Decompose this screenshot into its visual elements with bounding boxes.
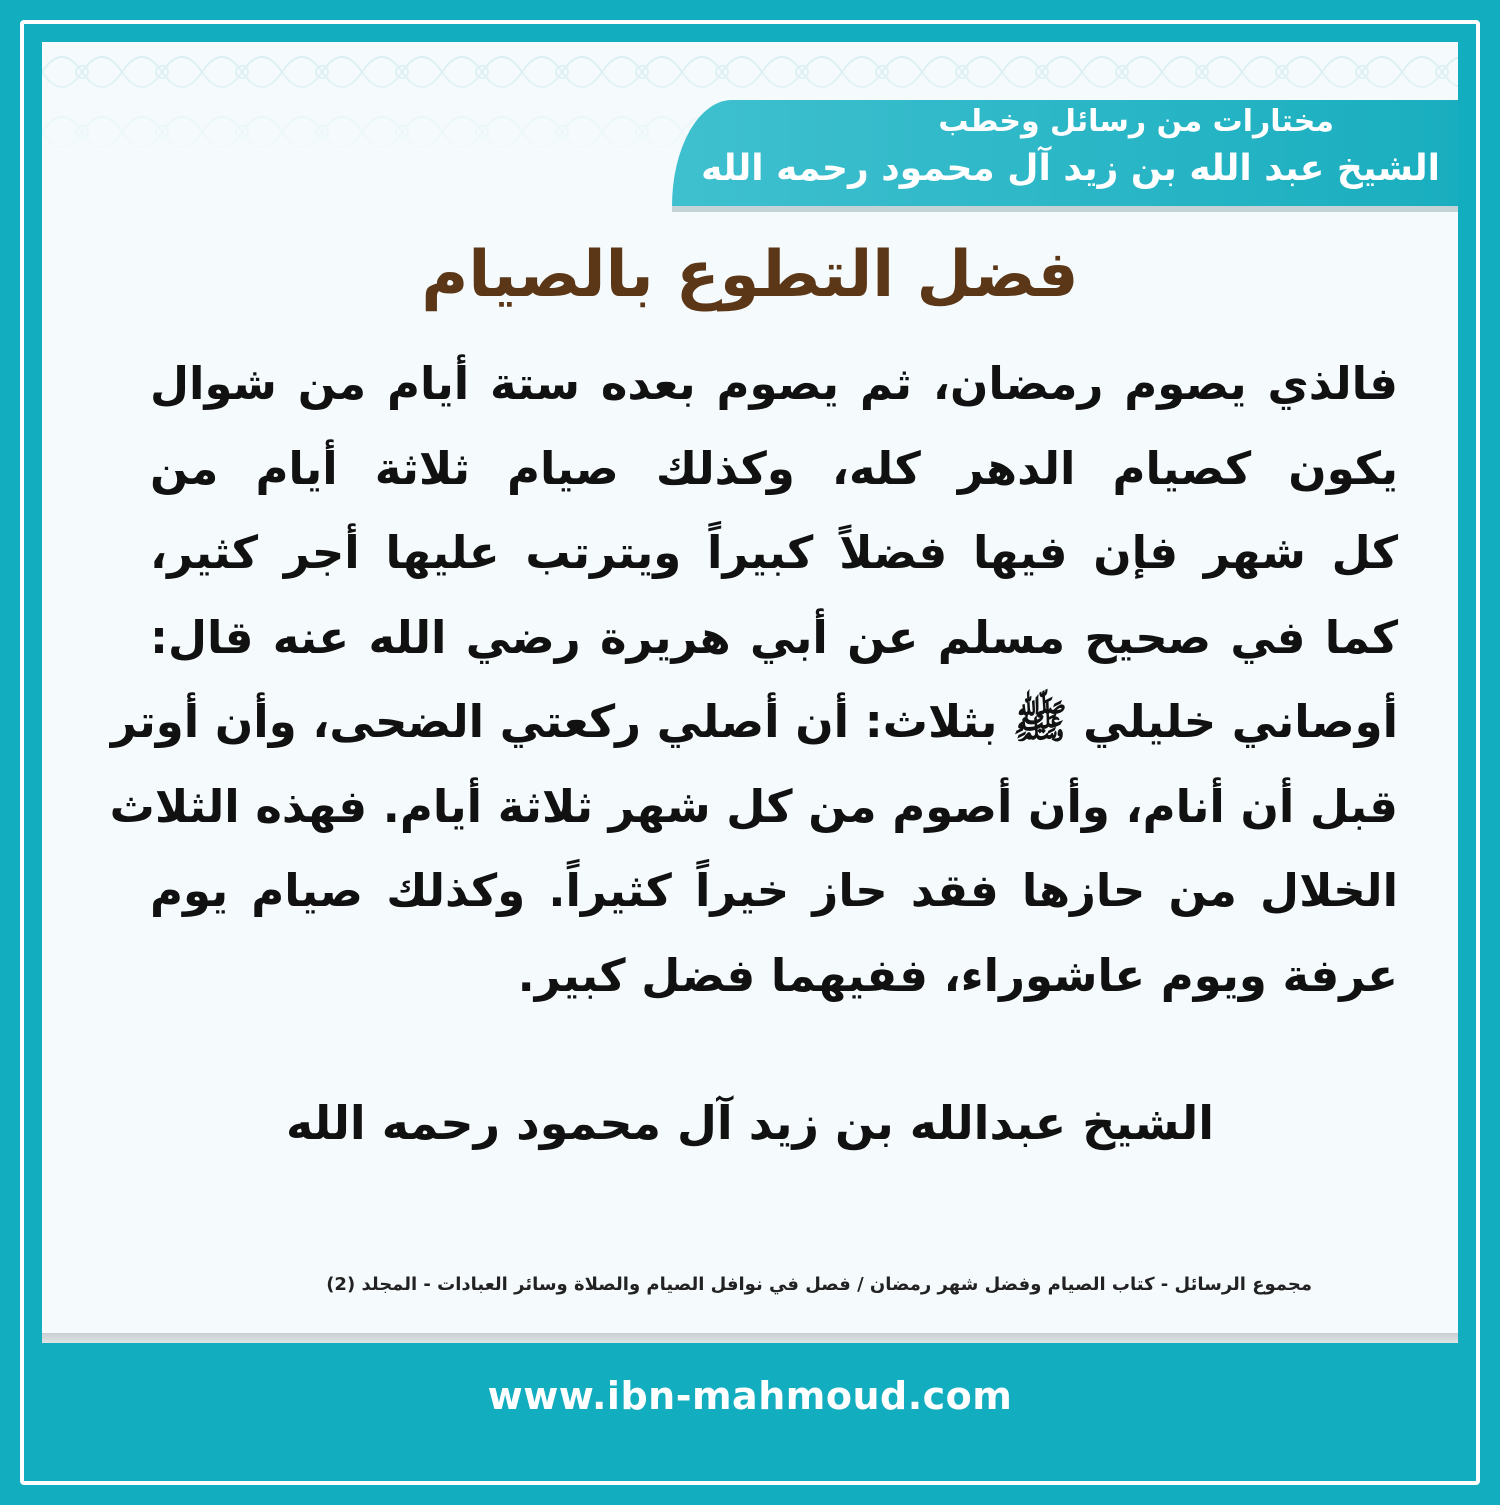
signature-text: الشيخ عبدالله بن زيد آل محمود رحمه الله (285, 1096, 1215, 1150)
page-title: فضل التطوع بالصيام (421, 238, 1079, 312)
body-line: كل شهر فإن فيها فضلاً كبيراً ويترتب عليها أجر كثير، (150, 526, 1398, 579)
header-author: الشيخ عبد الله بن زيد آل محمود رحمه الله (701, 148, 1440, 189)
body-line: قبل أن أنام، وأن أصوم من كل شهر ثلاثة أيام. فهذه الثلاث (109, 779, 1398, 833)
signature (0, 1096, 1500, 1150)
source-reference: مجموع الرسائل - كتاب الصيام وفضل شهر رمضان / فصل في نوافل الصيام والصلاة وسائر العبادات - المجلد (2) (326, 1274, 1312, 1295)
body-line: عرفة ويوم عاشوراء، ففيهما فضل كبير. (517, 948, 1398, 1002)
website-link[interactable]: www.ibn-mahmoud.com (487, 1374, 1013, 1418)
body-line: فالذي يصوم رمضان، ثم يصوم بعده ستة أيام من شوال (150, 357, 1398, 410)
body-line: كما في صحيح مسلم عن أبي هريرة رضي الله عنه قال: (150, 610, 1398, 664)
header-subtitle: مختارات من رسائل وخطب (938, 104, 1334, 139)
body-text (109, 342, 1398, 1018)
body-line: الخلال من حازها فقد حاز خيراً كثيراً. وكذلك صيام يوم (150, 864, 1398, 917)
body-line: يكون كصيام الدهر كله، وكذلك صيام ثلاثة أيام من (150, 441, 1398, 495)
divider (42, 1333, 1458, 1343)
body-line: أوصاني خليلي ﷺ بثلاث: أن أصلي ركعتي الضحى، وأن أوتر (110, 695, 1398, 748)
